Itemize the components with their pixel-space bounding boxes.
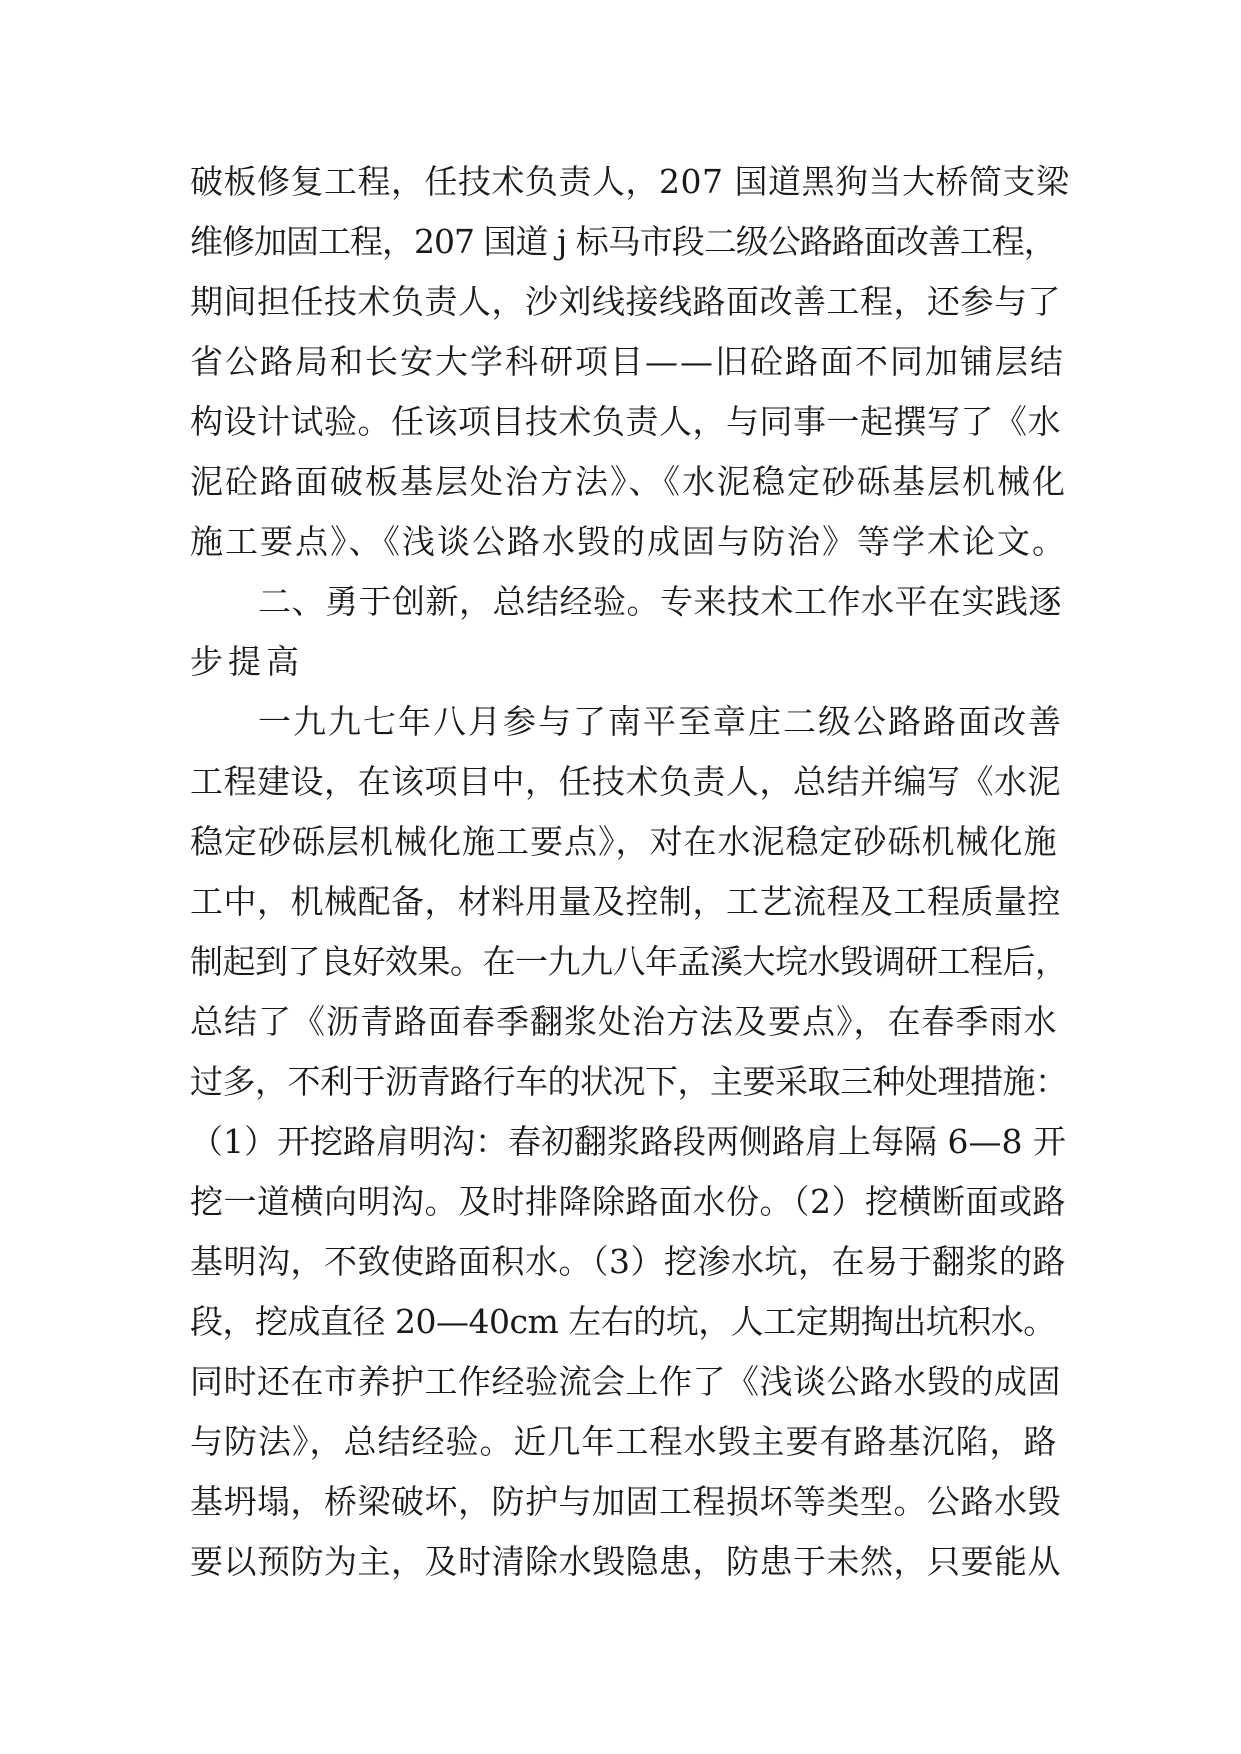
body-text — [190, 152, 1070, 1592]
text-line: 要以预防为主，及时清除水毁隐患，防患于未然，只要能从 — [190, 1542, 1061, 1581]
text-line: 同时还在市养护工作经验流会上作了《浅谈公路水毁的成固 — [190, 1362, 1061, 1401]
text-line: 段，挖成直径 20—40cm 左右的坑，人工定期掏出坑积水。 — [190, 1302, 1056, 1341]
section-heading: 二、勇于创新，总结经验。专来技术工作水平在实践逐 — [258, 582, 1062, 621]
text-line: 构设计试验。任该项目技术负责人，与同事一起撰写了《水 — [190, 402, 1061, 441]
section-heading-continued: 步提高 — [190, 642, 304, 681]
text-line: 泥砼路面破板基层处治方法》、《水泥稳定砂砾基层机械化 — [190, 462, 1067, 501]
text-line: 制起到了良好效果。在一九九八年孟溪大垸水毁调研工程后， — [190, 942, 1068, 981]
text-line: 工中，机械配备，材料用量及控制，工艺流程及工程质量控 — [190, 882, 1061, 921]
text-line: 基坍塌，桥梁破坏，防护与加固工程损坏等类型。公路水毁 — [190, 1482, 1061, 1521]
text-line: 与防法》，总结经验。近几年工程水毁主要有路基沉陷，路 — [190, 1422, 1058, 1461]
text-line: 省公路局和长安大学科研项目——旧砼路面不同加铺层结 — [190, 342, 1065, 381]
text-line: 维修加固工程，207 国道 j 标马市段二级公路路面改善工程， — [190, 222, 1056, 261]
text-line: 基明沟，不致使路面积水。（3）挖渗水坑，在易于翻浆的路 — [190, 1242, 1066, 1281]
text-line: 工程建设，在该项目中，任技术负责人，总结并编写《水泥 — [190, 762, 1061, 801]
paragraph-start: 一九九七年八月参与了南平至章庄二级公路路面改善 — [258, 702, 1063, 741]
text-line: （1）开挖路肩明沟：春初翻浆路段两侧路肩上每隔 6—8 开 — [190, 1122, 1066, 1161]
text-line: 挖一道横向明沟。及时排降除路面水份。（2）挖横断面或路 — [190, 1182, 1066, 1221]
text-line: 总结了《沥青路面春季翻浆处治方法及要点》，在春季雨水 — [190, 1002, 1058, 1041]
text-line: 过多，不利于沥青路行车的状况下，主要采取三种处理措施： — [190, 1062, 1068, 1101]
text-line: 施工要点》、《浅谈公路水毁的成固与防治》等学术论文。 — [190, 522, 1067, 561]
text-line: 期间担任技术负责人，沙刘线接线路面改善工程，还参与了 — [190, 282, 1061, 321]
text-line: 稳定砂砾层机械化施工要点》，对在水泥稳定砂砾机械化施 — [190, 822, 1058, 861]
text-line: 破板修复工程，任技术负责人，207 国道黑狗当大桥简支梁 — [190, 162, 1070, 201]
